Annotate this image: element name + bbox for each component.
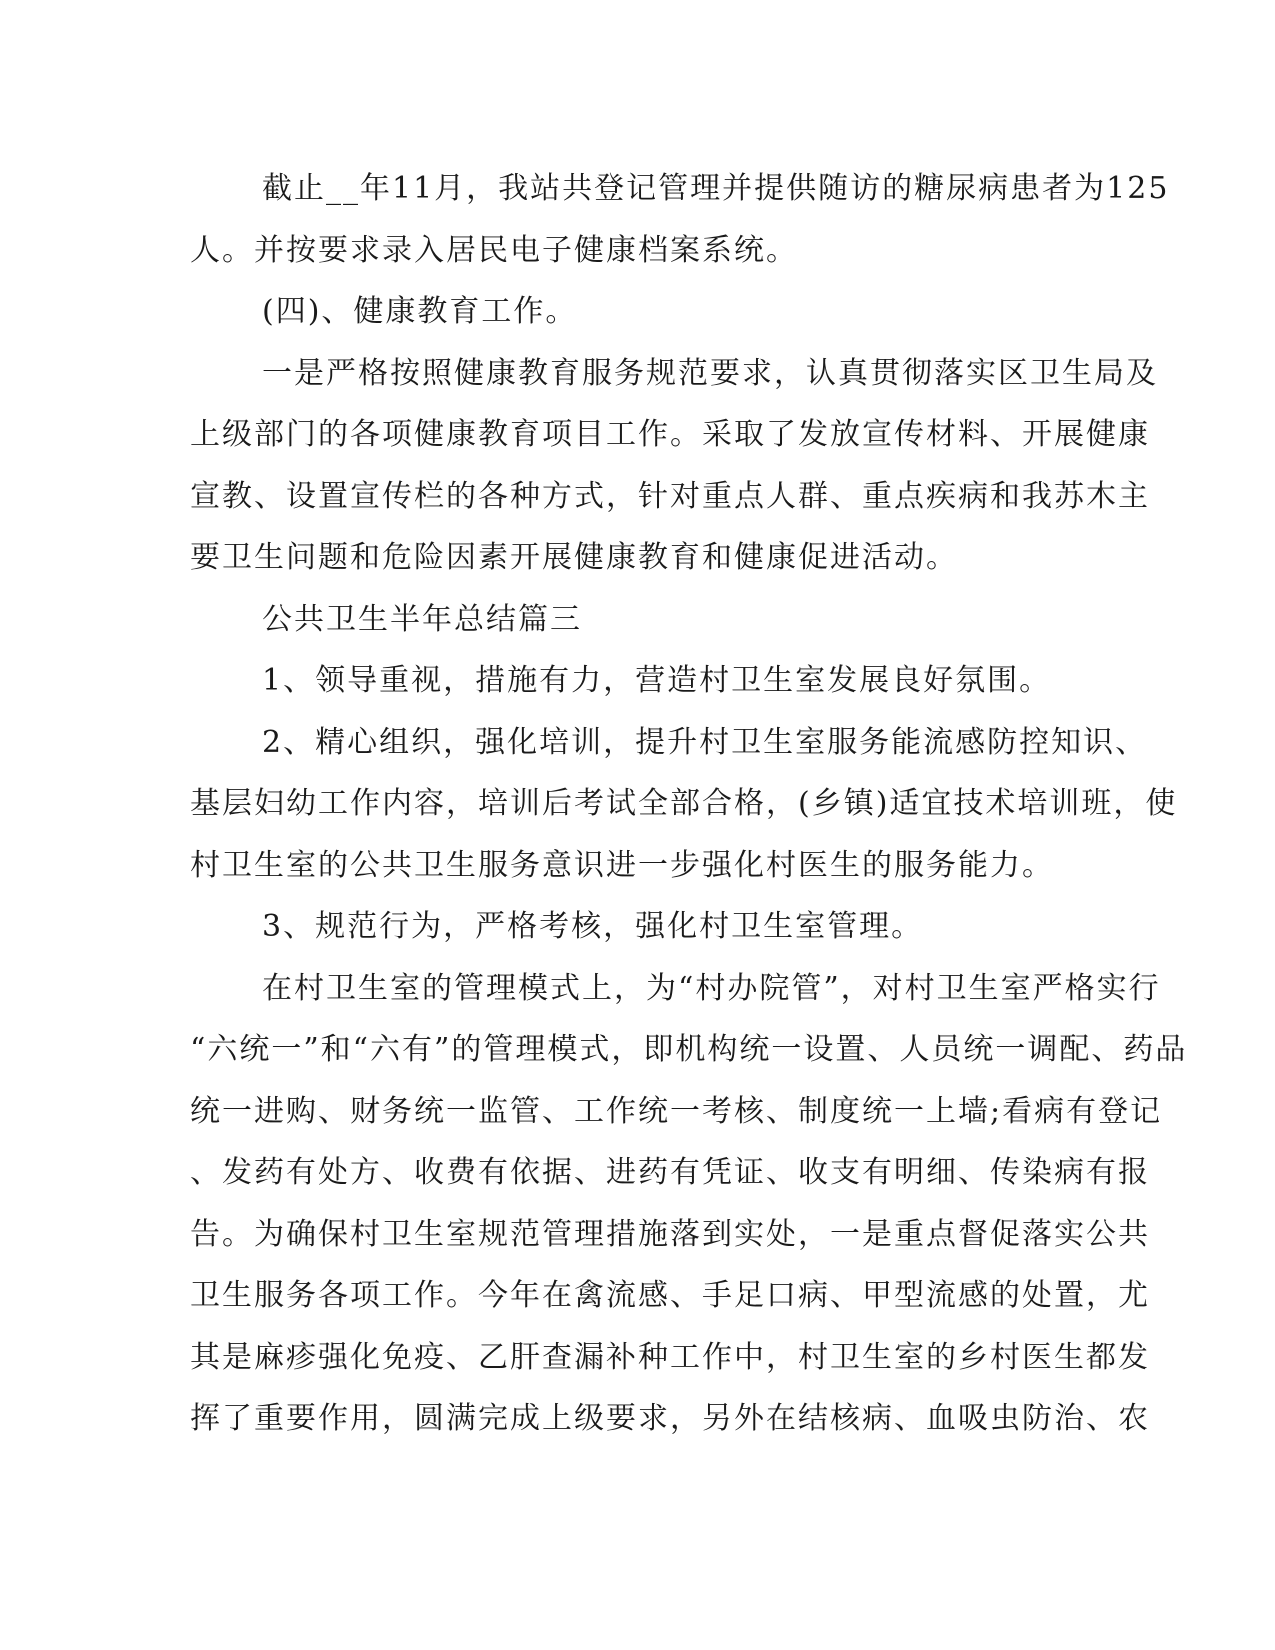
text-line: 挥了重要作用，圆满完成上级要求，另外在结核病、血吸虫防治、农 (190, 1401, 1150, 1436)
text-line: 、发药有处方、收费有依据、进药有凭证、收支有明细、传染病有报 (190, 1155, 1150, 1190)
text-line: 上级部门的各项健康教育项目工作。采取了发放宣传材料、开展健康 (190, 417, 1150, 452)
text-line: 在村卫生室的管理模式上，为“村办院管”，对村卫生室严格实行 (262, 970, 1161, 1006)
text-line: 公共卫生半年总结篇三 (262, 601, 582, 637)
text-line: 一是严格按照健康教育服务规范要求，认真贯彻落实区卫生局及 (262, 355, 1158, 391)
text-line: 人。并按要求录入居民电子健康档案系统。 (190, 232, 798, 268)
text-line: 其是麻疹强化免疫、乙肝查漏补种工作中，村卫生室的乡村医生都发 (190, 1339, 1150, 1375)
text-line: 卫生服务各项工作。今年在禽流感、手足口病、甲型流感的处置，尤 (190, 1278, 1150, 1313)
text-line: “六统一”和“六有”的管理模式，即机构统一设置、人员统一调配、药品 (190, 1032, 1188, 1067)
text-line: 基层妇幼工作内容，培训后考试全部合格，(乡镇)适宜技术培训班，使 (190, 786, 1178, 821)
text-line: 告。为确保村卫生室规范管理措施落到实处，一是重点督促落实公共 (190, 1216, 1150, 1252)
text-line: (四)、健康教育工作。 (262, 294, 578, 329)
text-line: 1、领导重视，措施有力，营造村卫生室发展良好氛围。 (262, 663, 1052, 698)
text-line: 村卫生室的公共卫生服务意识进一步强化村医生的服务能力。 (190, 847, 1054, 883)
text-line: 2、精心组织，强化培训，提升村卫生室服务能流感防控知识、 (262, 724, 1148, 760)
text-line: 截止__年11月，我站共登记管理并提供随访的糖尿病患者为125 (262, 171, 1170, 206)
text-line: 宣教、设置宣传栏的各种方式，针对重点人群、重点疾病和我苏木主 (190, 478, 1150, 514)
text-line: 3、规范行为，严格考核，强化村卫生室管理。 (262, 909, 924, 944)
text-line: 统一进购、财务统一监管、工作统一考核、制度统一上墙;看病有登记 (190, 1093, 1163, 1129)
text-line: 要卫生问题和危险因素开展健康教育和健康促进活动。 (190, 540, 958, 575)
document-body (190, 158, 1188, 1450)
